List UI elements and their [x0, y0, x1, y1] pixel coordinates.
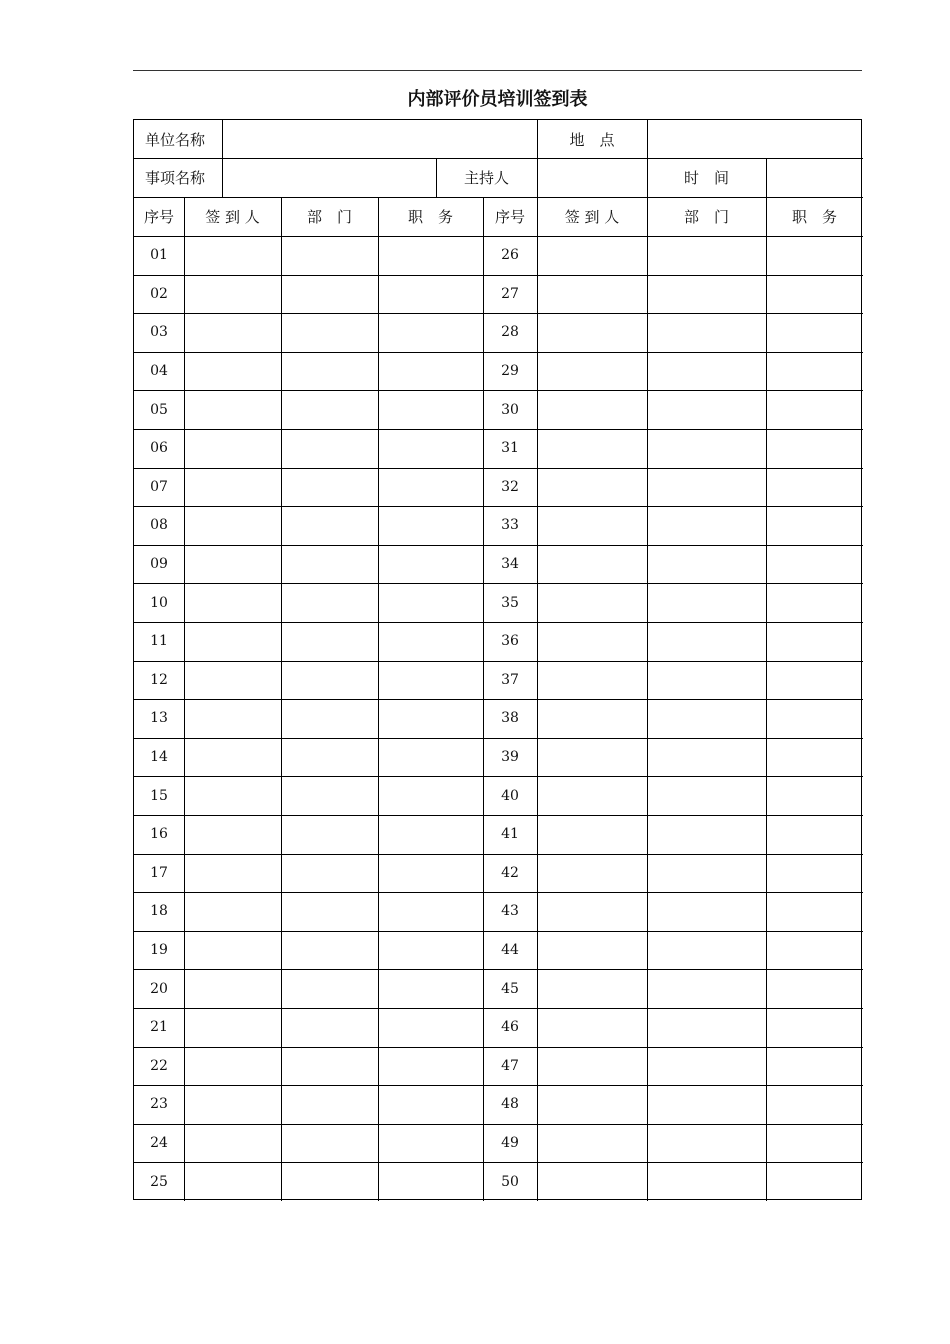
column-header-right-position: 职 务	[791, 208, 837, 226]
position-field-left[interactable]	[378, 892, 483, 931]
signer-field-right[interactable]	[537, 622, 647, 661]
department-field-left[interactable]	[281, 699, 378, 738]
row-number-right: 41	[501, 826, 519, 843]
column-divider	[537, 120, 538, 158]
signer-field-left[interactable]	[184, 429, 281, 468]
row-number-left: 05	[150, 401, 168, 418]
position-field-right[interactable]	[766, 1047, 863, 1086]
department-field-right[interactable]	[647, 661, 766, 700]
department-field-right[interactable]	[647, 506, 766, 545]
department-field-right[interactable]	[647, 545, 766, 584]
department-field-left[interactable]	[281, 1085, 378, 1124]
department-field-left[interactable]	[281, 1008, 378, 1047]
position-field-left[interactable]	[378, 1085, 483, 1124]
signer-field-left[interactable]	[184, 275, 281, 314]
unit-name-label: 单位名称	[145, 130, 206, 149]
department-field-left[interactable]	[281, 969, 378, 1008]
column-header-right-department: 部 门	[683, 208, 729, 226]
position-field-left[interactable]	[378, 1162, 483, 1201]
position-field-right[interactable]	[766, 1162, 863, 1201]
department-field-right[interactable]	[647, 1162, 766, 1201]
row-number-right: 26	[501, 247, 519, 264]
department-field-right[interactable]	[647, 815, 766, 854]
row-number-right: 47	[501, 1057, 519, 1074]
position-field-left[interactable]	[378, 1047, 483, 1086]
column-divider	[647, 120, 648, 158]
department-field-right[interactable]	[647, 1047, 766, 1086]
signer-field-left[interactable]	[184, 468, 281, 507]
position-field-left[interactable]	[378, 313, 483, 352]
signer-field-right[interactable]	[537, 236, 647, 275]
department-field-left[interactable]	[281, 1162, 378, 1201]
row-number-left: 15	[150, 787, 168, 804]
signer-field-right[interactable]	[537, 468, 647, 507]
department-field-right[interactable]	[647, 468, 766, 507]
signer-field-right[interactable]	[537, 1008, 647, 1047]
signer-field-left[interactable]	[184, 738, 281, 777]
signer-field-right[interactable]	[537, 1047, 647, 1086]
row-number-right: 27	[501, 285, 519, 302]
position-field-right[interactable]	[766, 506, 863, 545]
department-field-left[interactable]	[281, 583, 378, 622]
row-number-left: 01	[150, 247, 168, 264]
position-field-right[interactable]	[766, 1085, 863, 1124]
column-divider	[537, 158, 538, 197]
column-header-left-signer: 签 到 人	[205, 208, 260, 226]
time-field[interactable]	[766, 158, 863, 197]
department-field-right[interactable]	[647, 931, 766, 970]
row-number-left: 23	[150, 1096, 168, 1113]
position-field-right[interactable]	[766, 468, 863, 507]
signer-field-left[interactable]	[184, 583, 281, 622]
signer-field-left[interactable]	[184, 969, 281, 1008]
department-field-right[interactable]	[647, 969, 766, 1008]
position-field-left[interactable]	[378, 429, 483, 468]
department-field-right[interactable]	[647, 892, 766, 931]
signer-field-right[interactable]	[537, 1085, 647, 1124]
item-name-field[interactable]	[222, 158, 436, 197]
position-field-left[interactable]	[378, 390, 483, 429]
row-number-right: 42	[501, 864, 519, 881]
department-field-right[interactable]	[647, 622, 766, 661]
signer-field-left[interactable]	[184, 1008, 281, 1047]
position-field-right[interactable]	[766, 931, 863, 970]
position-field-left[interactable]	[378, 583, 483, 622]
signer-field-left[interactable]	[184, 1047, 281, 1086]
signer-field-right[interactable]	[537, 931, 647, 970]
department-field-right[interactable]	[647, 583, 766, 622]
row-number-left: 22	[150, 1057, 168, 1074]
row-number-right: 35	[501, 594, 519, 611]
position-field-left[interactable]	[378, 699, 483, 738]
row-number-left: 16	[150, 826, 168, 843]
department-field-right[interactable]	[647, 275, 766, 314]
signer-field-right[interactable]	[537, 661, 647, 700]
row-number-right: 30	[501, 401, 519, 418]
signer-field-left[interactable]	[184, 699, 281, 738]
signer-field-right[interactable]	[537, 390, 647, 429]
signer-field-left[interactable]	[184, 622, 281, 661]
position-field-left[interactable]	[378, 275, 483, 314]
page-title: 内部评价员培训签到表	[407, 89, 588, 110]
host-field[interactable]	[537, 158, 647, 197]
signer-field-left[interactable]	[184, 236, 281, 275]
signer-field-left[interactable]	[184, 352, 281, 391]
row-number-left: 12	[150, 671, 168, 688]
column-header-left-department: 部 门	[306, 208, 352, 226]
row-number-left: 20	[150, 980, 168, 997]
position-field-right[interactable]	[766, 313, 863, 352]
position-field-left[interactable]	[378, 352, 483, 391]
signer-field-right[interactable]	[537, 545, 647, 584]
signer-field-left[interactable]	[184, 313, 281, 352]
position-field-right[interactable]	[766, 352, 863, 391]
host-label: 主持人	[463, 169, 509, 187]
position-field-left[interactable]	[378, 236, 483, 275]
department-field-left[interactable]	[281, 661, 378, 700]
department-field-right[interactable]	[647, 738, 766, 777]
position-field-right[interactable]	[766, 236, 863, 275]
signer-field-left[interactable]	[184, 931, 281, 970]
row-number-right: 33	[501, 517, 519, 534]
signer-field-left[interactable]	[184, 854, 281, 893]
row-number-left: 06	[150, 440, 168, 457]
department-field-right[interactable]	[647, 1124, 766, 1163]
column-divider	[766, 158, 767, 197]
time-label: 时 间	[683, 169, 729, 187]
department-field-left[interactable]	[281, 931, 378, 970]
row-number-right: 29	[501, 363, 519, 380]
department-field-left[interactable]	[281, 275, 378, 314]
position-field-left[interactable]	[378, 622, 483, 661]
signer-field-left[interactable]	[184, 1085, 281, 1124]
position-field-right[interactable]	[766, 275, 863, 314]
department-field-right[interactable]	[647, 429, 766, 468]
position-field-left[interactable]	[378, 506, 483, 545]
place-label: 地 点	[569, 130, 615, 149]
signer-field-right[interactable]	[537, 429, 647, 468]
header-rule	[133, 70, 862, 71]
department-field-right[interactable]	[647, 776, 766, 815]
row-number-left: 25	[150, 1173, 168, 1190]
position-field-left[interactable]	[378, 776, 483, 815]
department-field-left[interactable]	[281, 892, 378, 931]
column-divider	[647, 158, 648, 197]
position-field-right[interactable]	[766, 699, 863, 738]
position-field-right[interactable]	[766, 1124, 863, 1163]
row-number-left: 19	[150, 942, 168, 959]
position-field-right[interactable]	[766, 738, 863, 777]
sign-in-table	[133, 119, 862, 1200]
position-field-right[interactable]	[766, 583, 863, 622]
position-field-right[interactable]	[766, 815, 863, 854]
signer-field-left[interactable]	[184, 390, 281, 429]
position-field-right[interactable]	[766, 1008, 863, 1047]
department-field-left[interactable]	[281, 506, 378, 545]
position-field-left[interactable]	[378, 969, 483, 1008]
row-number-left: 11	[150, 633, 168, 650]
place-field[interactable]	[647, 120, 863, 158]
row-number-left: 07	[150, 478, 168, 495]
column-divider	[222, 120, 223, 158]
column-header-left-seq: 序号	[143, 208, 174, 226]
signer-field-right[interactable]	[537, 699, 647, 738]
row-number-right: 48	[501, 1096, 519, 1113]
row-number-left: 02	[150, 285, 168, 302]
signer-field-right[interactable]	[537, 776, 647, 815]
signer-field-left[interactable]	[184, 506, 281, 545]
department-field-right[interactable]	[647, 699, 766, 738]
position-field-right[interactable]	[766, 854, 863, 893]
signer-field-right[interactable]	[537, 854, 647, 893]
row-number-left: 10	[150, 594, 168, 611]
row-number-right: 31	[501, 440, 519, 457]
position-field-right[interactable]	[766, 622, 863, 661]
signer-field-left[interactable]	[184, 815, 281, 854]
department-field-left[interactable]	[281, 738, 378, 777]
department-field-right[interactable]	[647, 313, 766, 352]
row-number-right: 34	[501, 556, 519, 573]
position-field-left[interactable]	[378, 1124, 483, 1163]
department-field-left[interactable]	[281, 390, 378, 429]
row-number-right: 37	[501, 671, 519, 688]
column-header-right-seq: 序号	[494, 208, 525, 226]
department-field-right[interactable]	[647, 1085, 766, 1124]
row-number-right: 39	[501, 749, 519, 766]
row-number-right: 49	[501, 1135, 519, 1152]
department-field-right[interactable]	[647, 854, 766, 893]
row-number-right: 46	[501, 1019, 519, 1036]
signer-field-left[interactable]	[184, 776, 281, 815]
row-number-left: 04	[150, 363, 168, 380]
department-field-left[interactable]	[281, 313, 378, 352]
position-field-right[interactable]	[766, 545, 863, 584]
row-number-left: 17	[150, 864, 168, 881]
item-name-label: 事项名称	[145, 169, 206, 187]
row-number-right: 36	[501, 633, 519, 650]
unit-name-field[interactable]	[222, 120, 537, 158]
row-number-left: 08	[150, 517, 168, 534]
position-field-left[interactable]	[378, 931, 483, 970]
signer-field-right[interactable]	[537, 892, 647, 931]
department-field-right[interactable]	[647, 1008, 766, 1047]
position-field-left[interactable]	[378, 815, 483, 854]
position-field-left[interactable]	[378, 854, 483, 893]
position-field-left[interactable]	[378, 1008, 483, 1047]
department-field-left[interactable]	[281, 352, 378, 391]
signer-field-left[interactable]	[184, 545, 281, 584]
row-number-left: 09	[150, 556, 168, 573]
row-number-left: 03	[150, 324, 168, 341]
column-header-left-position: 职 务	[407, 208, 453, 226]
department-field-left[interactable]	[281, 236, 378, 275]
row-number-right: 28	[501, 324, 519, 341]
column-header-right-signer: 签 到 人	[564, 208, 620, 226]
department-field-right[interactable]	[647, 352, 766, 391]
row-divider	[134, 158, 863, 159]
signer-field-left[interactable]	[184, 892, 281, 931]
signer-field-left[interactable]	[184, 661, 281, 700]
signer-field-right[interactable]	[537, 313, 647, 352]
signer-field-right[interactable]	[537, 1124, 647, 1163]
row-number-right: 43	[501, 903, 519, 920]
row-number-right: 38	[501, 710, 519, 727]
row-number-right: 40	[501, 787, 519, 804]
row-number-left: 13	[150, 710, 168, 727]
row-number-left: 14	[150, 749, 168, 766]
position-field-right[interactable]	[766, 661, 863, 700]
signer-field-right[interactable]	[537, 815, 647, 854]
department-field-right[interactable]	[647, 390, 766, 429]
position-field-left[interactable]	[378, 661, 483, 700]
column-divider	[436, 158, 437, 197]
row-number-right: 32	[501, 478, 519, 495]
department-field-left[interactable]	[281, 1124, 378, 1163]
row-number-right: 50	[501, 1173, 519, 1190]
column-divider	[222, 158, 223, 197]
signer-field-right[interactable]	[537, 506, 647, 545]
signer-field-right[interactable]	[537, 583, 647, 622]
signer-field-right[interactable]	[537, 352, 647, 391]
signer-field-right[interactable]	[537, 275, 647, 314]
department-field-left[interactable]	[281, 1047, 378, 1086]
row-number-right: 45	[501, 980, 519, 997]
signer-field-left[interactable]	[184, 1162, 281, 1201]
row-number-left: 18	[150, 903, 168, 920]
position-field-left[interactable]	[378, 738, 483, 777]
signer-field-left[interactable]	[184, 1124, 281, 1163]
signer-field-right[interactable]	[537, 1162, 647, 1201]
department-field-left[interactable]	[281, 854, 378, 893]
position-field-left[interactable]	[378, 468, 483, 507]
row-number-right: 44	[501, 942, 519, 959]
department-field-left[interactable]	[281, 815, 378, 854]
signer-field-right[interactable]	[537, 738, 647, 777]
department-field-left[interactable]	[281, 545, 378, 584]
row-number-left: 24	[150, 1135, 168, 1152]
position-field-right[interactable]	[766, 776, 863, 815]
department-field-left[interactable]	[281, 429, 378, 468]
position-field-right[interactable]	[766, 969, 863, 1008]
department-field-left[interactable]	[281, 776, 378, 815]
department-field-left[interactable]	[281, 468, 378, 507]
position-field-right[interactable]	[766, 892, 863, 931]
row-number-left: 21	[150, 1019, 168, 1036]
department-field-left[interactable]	[281, 622, 378, 661]
signer-field-right[interactable]	[537, 969, 647, 1008]
department-field-right[interactable]	[647, 236, 766, 275]
position-field-right[interactable]	[766, 429, 863, 468]
position-field-right[interactable]	[766, 390, 863, 429]
position-field-left[interactable]	[378, 545, 483, 584]
